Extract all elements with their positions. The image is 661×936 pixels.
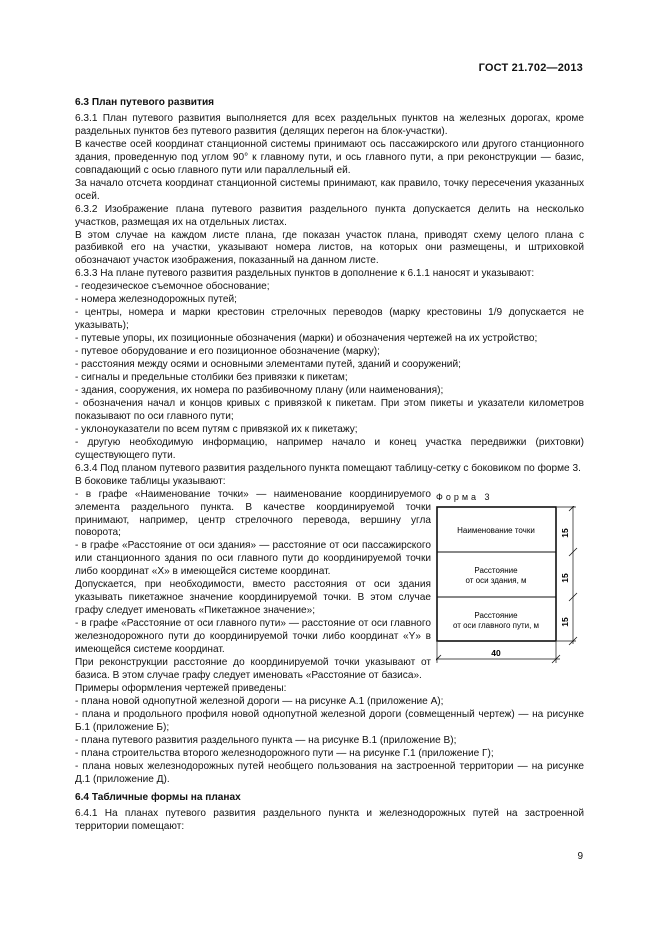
form-row-main-track: Расстояние bbox=[474, 611, 518, 620]
example-item: - плана новой однопутной железной дороги — на рисунке А.1 (приложение А); bbox=[75, 695, 444, 707]
section-title-6-4: 6.4 Табличные формы на планах bbox=[75, 791, 241, 803]
paragraph: 6.4.1 На планах путевого развития раздельного пункта и железнодорожных путей на застроенной территории помещают: bbox=[75, 808, 584, 833]
list-item: - сигналы и предельные столбики без привязки к пикетам; bbox=[75, 372, 348, 384]
form-description bbox=[75, 476, 431, 683]
row-height-label: 15 bbox=[560, 617, 570, 627]
list-item: - другую необходимую информацию, например начало и конец участка передвижки (рихтовки) существующего пути. bbox=[75, 436, 584, 461]
form-row-name: Наименование точки bbox=[457, 526, 535, 535]
list-item: - геодезическое съемочное обоснование; bbox=[75, 281, 270, 293]
paragraph: За начало отсчета координат станционной системы принимают, как правило, точку пересечения указанных осей. bbox=[75, 177, 584, 202]
list-item: - здания, сооружения, их номера по разбивочному плану (или наименования); bbox=[75, 384, 444, 396]
example-item: - плана путевого развития раздельного пункта — на рисунке В.1 (приложение В); bbox=[75, 734, 457, 746]
form-row-building: Расстояние bbox=[474, 566, 518, 575]
paragraph: В качестве осей координат станционной системы принимают ось пассажирского или другого станционного здания, проведенную под углом 90° к главному пути, и ось главного пути, а при реконструкции — базис, совпадающий с осью главного пути или параллельный ей. bbox=[75, 138, 584, 176]
paragraph: - в графе «Наименование точки» — наименование координируемого элемента раздельного пункта. В качестве координируемой точки принимают, например, центр стрелочного перевода, вершину угла поворота; bbox=[75, 488, 431, 539]
list-item: - расстояния между осями и основными элементами путей, зданий и сооружений; bbox=[75, 359, 461, 371]
form-3-table bbox=[436, 506, 586, 671]
list-item: - уклоноуказатели по всем путям с привязкой их к пикетажу; bbox=[75, 423, 358, 435]
width-label: 40 bbox=[491, 648, 501, 658]
row-height-label: 15 bbox=[560, 573, 570, 583]
section-title-6-3: 6.3 План путевого развития bbox=[75, 97, 215, 108]
example-item: - плана и продольного профиля новой однопутной железной дороги (совмещенный чертеж) — на рисунке Б.1 (приложение Б); bbox=[75, 708, 584, 733]
paragraph: 6.3.3 На плане путевого развития раздельных пунктов в дополнение к 6.1.1 наносят и указывают: bbox=[75, 268, 535, 280]
list-item: - путевое оборудование и его позиционное обозначение (марку); bbox=[75, 346, 380, 358]
paragraph: 6.3.1 План путевого развития выполняется для всех раздельных пунктов на железных дорогах, кроме раздельных пунктов без путевого развития (делящих перегон на блок-участки). bbox=[75, 112, 584, 137]
example-item: - плана новых железнодорожных путей необщего пользования на застроенной территории — на рисунке Д.1 (приложение Д). bbox=[75, 760, 584, 785]
paragraph: 6.3.2 Изображение плана путевого развития раздельного пункта допускается делить на несколько участков, размещая их на отдельных листах. bbox=[75, 203, 584, 228]
list-item: - путевые упоры, их позиционные обозначения (марки) и обозначения чертежей на их устройство; bbox=[75, 333, 538, 345]
paragraph: - в графе «Расстояние от оси главного пути» — расстояние от оси главного железнодорожного пути до координируемой точки либо координат «Y» в имеющейся системе координат. bbox=[75, 618, 431, 656]
form-row-main-track-sub: от оси главного пути, м bbox=[452, 621, 540, 630]
paragraph: При реконструкции расстояние до координируемой точки указывают от базиса. В этом случае графу следует именовать «Расстояние от базиса». bbox=[75, 656, 431, 681]
list-item: - центры, номера и марки крестовин стрелочных переводов (марку крестовины 1/9 допускается не указывать); bbox=[75, 307, 584, 332]
form-row-building-sub: от оси здания, м bbox=[465, 576, 527, 585]
paragraph: Допускается, при необходимости, вместо расстояния от оси здания указывать пикетажное значение координируемой точки. В этом случае графу следует именовать «Пикетажное значение»; bbox=[75, 579, 431, 617]
list-item: - обозначения начал и концов кривых с привязкой к пикетам. При этом пикеты и указатели километров показывают по оси главного пути; bbox=[75, 397, 584, 422]
form-3-drawing bbox=[436, 506, 586, 666]
paragraph: В боковике таблицы указывают: bbox=[75, 475, 226, 487]
example-item: - плана строительства второго железнодорожного пути — на рисунке Г.1 (приложение Г); bbox=[75, 747, 494, 759]
paragraph: - в графе «Расстояние от оси здания» — расстояние от оси пассажирского или станционного здания по оси главного пути до координируемой точки либо координат «X» в имеющейся системе координат. bbox=[75, 540, 431, 578]
paragraph: 6.3.4 Под планом путевого развития раздельного пункта помещают таблицу-сетку с боковиком по форме 3. bbox=[75, 462, 581, 474]
row-height-label: 15 bbox=[560, 528, 570, 538]
page-number: 9 bbox=[577, 851, 583, 862]
body-text bbox=[75, 96, 584, 834]
document-header: ГОСТ 21.702—2013 bbox=[478, 62, 583, 74]
paragraph: Примеры оформления чертежей приведены: bbox=[75, 682, 287, 694]
list-item: - номера железнодорожных путей; bbox=[75, 294, 237, 306]
paragraph: В этом случае на каждом листе плана, где показан участок плана, приводят схему целого плана с разбивкой его на участки, указывают номера листов, на которых они размещены, и штриховкой обозначают участок изображения, показанный на данном листе. bbox=[75, 229, 584, 267]
form-label: Форма 3 bbox=[436, 492, 493, 502]
